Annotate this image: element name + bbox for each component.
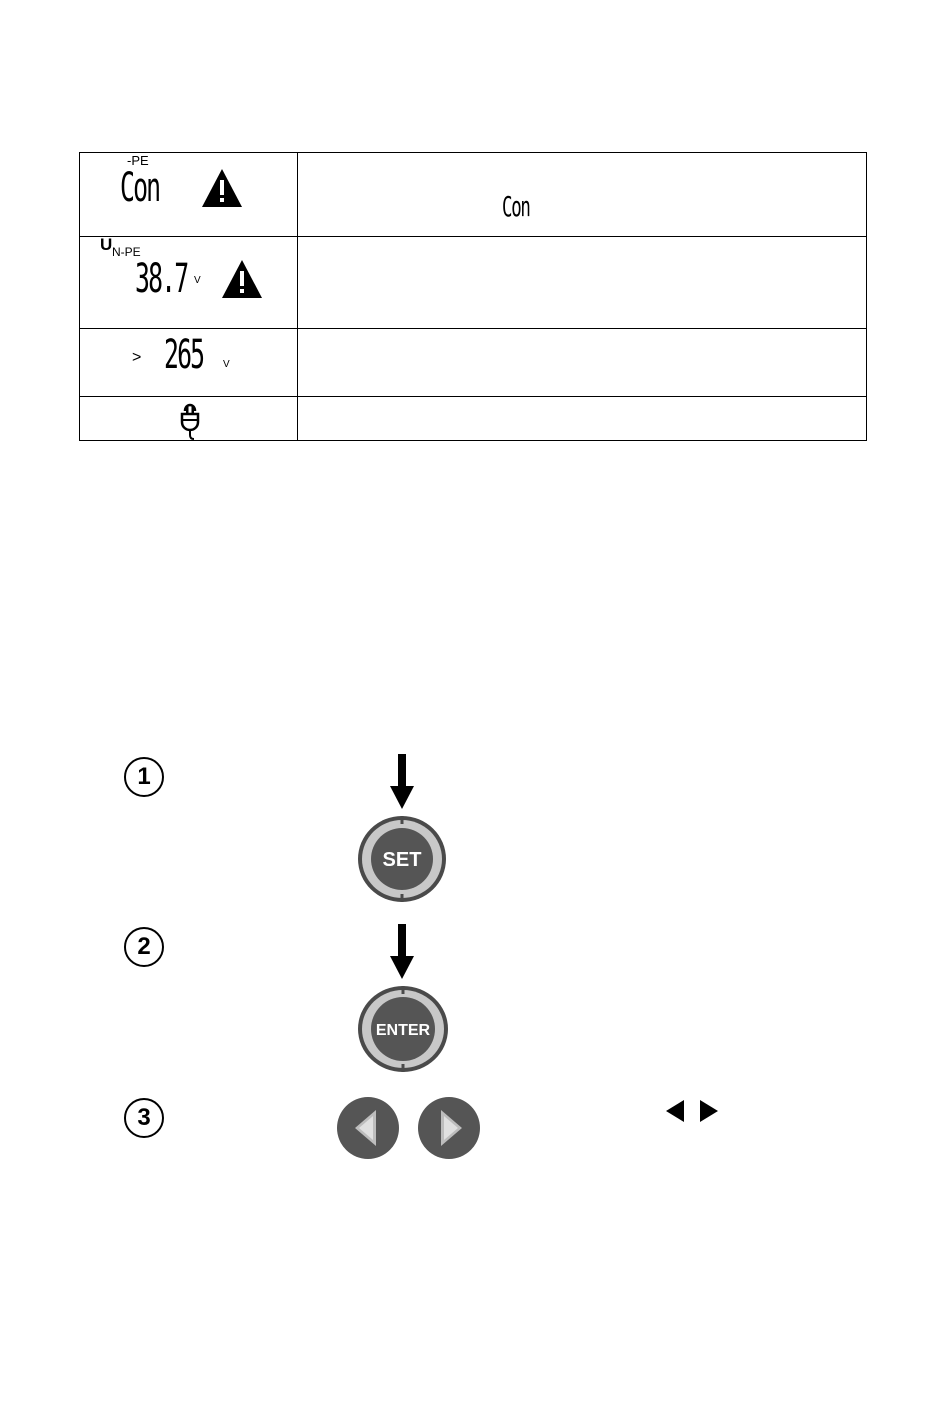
warning-triangle-icon: [220, 258, 264, 300]
inline-lcd-text: Con: [502, 190, 530, 223]
lcd-display: Con: [120, 165, 160, 211]
step-number: 1: [124, 757, 164, 797]
left-key[interactable]: [335, 1096, 401, 1160]
symbol-cell: [80, 153, 298, 236]
unit-label: V: [194, 275, 201, 286]
warning-triangle-icon: [200, 167, 244, 209]
table-row: [80, 397, 866, 440]
description-cell: [298, 237, 866, 328]
enter-key[interactable]: [356, 984, 450, 1074]
unit-label: V: [223, 359, 230, 370]
description-cell: [298, 153, 866, 236]
set-key[interactable]: [356, 814, 448, 904]
greater-than-sign: >: [132, 349, 142, 366]
plug-icon: [178, 399, 202, 441]
step-number: 2: [124, 927, 164, 967]
step-number: 3: [124, 1098, 164, 1138]
voltage-label: U: [100, 235, 113, 254]
table-row: [80, 329, 866, 397]
symbol-cell: [80, 237, 298, 328]
symbol-cell: [80, 329, 298, 396]
right-key[interactable]: [416, 1096, 482, 1160]
description-cell: [298, 329, 866, 396]
description-cell: [298, 397, 866, 440]
lcd-display: 38.7: [135, 256, 188, 302]
enter-key-label: ENTER: [375, 1022, 431, 1039]
table-row: [80, 153, 866, 237]
superscript-label: -PE: [127, 153, 149, 168]
set-key-label: SET: [382, 849, 422, 871]
right-triangle-icon: [698, 1099, 720, 1123]
symbol-cell: [80, 397, 298, 440]
message-table: [79, 152, 867, 441]
down-arrow-icon: [389, 754, 415, 810]
lcd-display: 265: [164, 332, 204, 378]
left-triangle-icon: [664, 1099, 686, 1123]
down-arrow-icon: [389, 924, 415, 980]
table-row: [80, 237, 866, 329]
voltage-subscript: N-PE: [112, 245, 141, 259]
